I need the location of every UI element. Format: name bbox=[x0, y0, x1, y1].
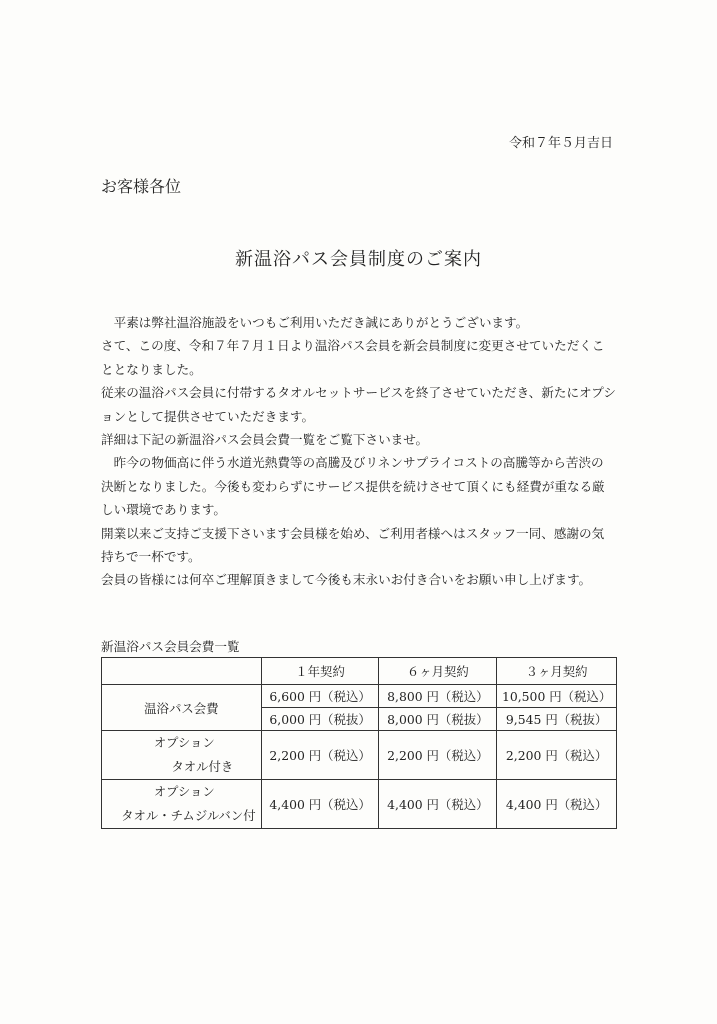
pass-1y-tax-in: 6,600 円（税込） bbox=[261, 685, 379, 708]
row-label-towel-option bbox=[102, 731, 262, 780]
towel-6m: 2,200 円（税込） bbox=[379, 731, 497, 780]
paragraph-towel-service: 従来の温浴パス会員に付帯するタオルセットサービスを終了させていただき、新たにオプションとして提供させていただきます。 bbox=[101, 385, 616, 424]
pass-6m-tax-ex: 8,000 円（税抜） bbox=[379, 708, 497, 731]
fee-table-caption: 新温浴パス会員会費一覧 bbox=[101, 639, 240, 654]
table-row bbox=[102, 780, 617, 829]
towel-jjimjilbang-6m: 4,400 円（税込） bbox=[379, 780, 497, 829]
fee-table bbox=[101, 657, 617, 829]
row-label-pass: 温浴パス会費 bbox=[102, 685, 262, 731]
paragraph-greeting: 平素は弊社温浴施設をいつもご利用いただき誠にありがとうございます。 bbox=[113, 315, 529, 330]
notice-date: 令和７年５月吉日 bbox=[508, 136, 613, 151]
header-3-months: ３ヶ月契約 bbox=[497, 658, 617, 685]
document-title: 新温浴パス会員制度のご案内 bbox=[235, 249, 482, 270]
option-label: オプション bbox=[153, 735, 215, 750]
header-6-months: ６ヶ月契約 bbox=[379, 658, 497, 685]
paragraph-details: 詳細は下記の新温浴パス会員会費一覧をご覧下さいませ。 bbox=[101, 432, 429, 448]
towel-1y: 2,200 円（税込） bbox=[261, 731, 379, 780]
addressee: お客様各位 bbox=[101, 177, 182, 196]
table-row bbox=[102, 685, 617, 708]
option-towel-label: タオル付き bbox=[171, 759, 234, 774]
paragraph-change: さて、この度、令和７年７月１日より温浴パス会員を新会員制度に変更させていただくこととなりました。 bbox=[101, 338, 605, 377]
towel-jjimjilbang-3m: 4,400 円（税込） bbox=[497, 780, 617, 829]
pass-1y-tax-ex: 6,000 円（税抜） bbox=[261, 708, 379, 731]
option-label: オプション bbox=[153, 784, 215, 799]
header-1-year: １年契約 bbox=[261, 658, 379, 685]
table-corner-cell bbox=[102, 658, 262, 685]
table-row bbox=[102, 731, 617, 780]
row-label-towel-jjimjilbang-option bbox=[102, 780, 262, 829]
pass-3m-tax-ex: 9,545 円（税抜） bbox=[497, 708, 617, 731]
pass-6m-tax-in: 8,800 円（税込） bbox=[379, 685, 497, 708]
notice-body bbox=[101, 311, 616, 592]
table-header-row bbox=[102, 658, 617, 685]
pass-3m-tax-in: 10,500 円（税込） bbox=[497, 685, 617, 708]
paragraph-closing: 会員の皆様には何卒ご理解頂きまして今後も末永いお付き合いをお願い申し上げます。 bbox=[101, 572, 592, 588]
towel-jjimjilbang-1y: 4,400 円（税込） bbox=[261, 780, 379, 829]
paragraph-reason: 昨今の物価高に伴う水道光熱費等の高騰及びリネンサプライコストの高騰等から苦渋の決断となりました。今後も変わらずにサービス提供を続けさせて頂くにも経費が重なる厳しい環境であります。 bbox=[101, 455, 605, 518]
option-towel-jjimjilbang-label: タオル・チムジルバン付 bbox=[121, 808, 256, 823]
towel-3m: 2,200 円（税込） bbox=[497, 731, 617, 780]
paragraph-thanks: 開業以来ご支持ご支援下さいます会員様を始め、ご利用者様へはスタッフ一同、感謝の気持ちで一杯です。 bbox=[101, 525, 605, 565]
